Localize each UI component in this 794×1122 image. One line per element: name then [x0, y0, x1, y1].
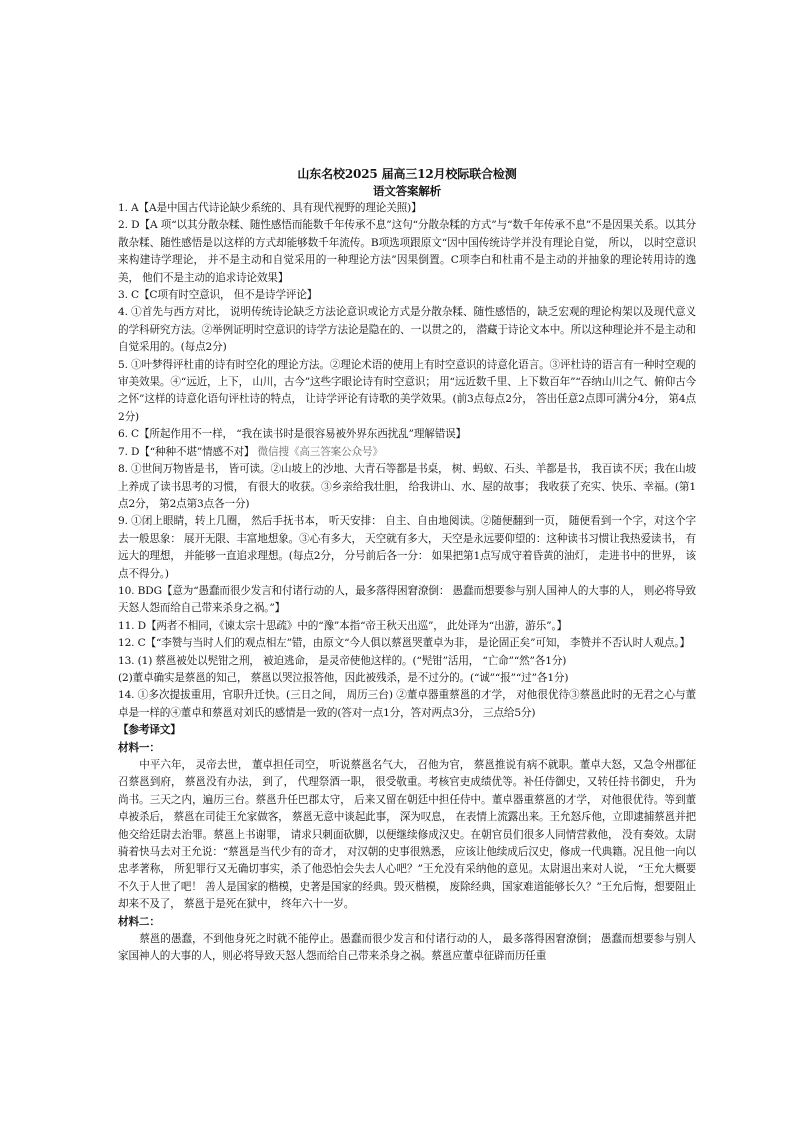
material-2-text: 蔡邕的愚蠢，不到他身死之时就不能停止。愚蠢而很少发言和付诸行动的人， 最多落得困窘潦倒； 愚蠢而想要参与别人家国神人的大事的人，则必将导致天怒人怨而给自己带来杀身之祸。蔡邕应董卓征辟而历任重 [118, 933, 696, 963]
answer-item-4: 4. ①首先与西方对比， 说明传统诗论缺乏方法论意识或论方式是分散杂糅、随性感悟的，缺乏宏观的理论构架以及现代意义的学科研究方法。②举例证明时空意识的诗学方法论是隐在的、一以贯之的， 潜藏于诗论文本中。所以这种理论并不是主动和自觉采用的。(每点2分) [118, 306, 696, 354]
answer-item-9: 9. ①闭上眼睛，转上几圈， 然后手抚书本， 听天安排： 自主、自由地阅读。②随便翻到一页， 随便看到一个字，对这个字去一般思象： 展开无限、丰富地想象。③心有多大， 天空就有多大， 天空是永远要仰望的：这种读书习惯让我热爱读书， 有远大的理想， 并能够一直追求理想。(每点2分， 分号前后各一分： 如果把第1点写成守着昏黄的油灯， 走进书中的世界， 该点不得分。) [118, 515, 696, 580]
reference-heading: 【参考译文】 [118, 724, 181, 737]
answer-item-7 [118, 444, 696, 461]
answer-sheet [118, 166, 696, 966]
material-1-text: 中平六年， 灵帝去世， 董卓担任司空， 听说蔡邕名气大， 召他为官， 蔡邕推说有病不就职。董卓大怒，又急令州郡征召蔡邕到府， 蔡邕没有办法， 到了， 代理祭酒一职， 很受敬重。考核官吏成绩优等。补任侍御史，又转任持书御史， 升为尚书。三天之内，遍历三台。蔡邕升任巴郡太守， 后来又留在朝廷中担任侍中。董卓器重蔡邕的才学， 对他很优待。等到董卓被杀后， 蔡邕在司徒王允家做客， 蔡邕无意中谈起此事， 深为叹息， 在表情上流露出来。王允怒斥他，立即逮捕蔡邕并把他交给廷尉去治罪。蔡邕上书谢罪， 请求只刺面砍脚，以便继续修成汉史。在朝官员们很多人同情营救他， 没有奏效。太尉骑着快马去对王允说：“蔡邕是当代少有的奇才， 对汉朝的史事很熟悉， 应该让他续成后汉史，修成一代典籍。况且他一向以忠孝著称， 所犯罪行又无确切事实，杀了他恐怕会失去人心吧？”王允没有采纳他的意见。太尉退出来对人说， “王允大概要不久于人世了吧！ 善人是国家的楷模，史著是国家的经典。毁灭楷模， 废除经典，国家难道能够长久？”王允后悔，想要阻止却来不及了， 蔡邕于是死在狱中， 终年六十一岁。 [118, 759, 696, 911]
answer-item-12: 12. C【“李赞与当时人们的观点相左”错，由原文“今人俱以蔡邕哭董卓为非， 是论固正矣”可知， 李赞并不否认时人观点。】 [118, 637, 690, 650]
answer-item-3: 3. C【C项有时空意识， 但不是诗学评论】 [118, 289, 318, 302]
answer-item-1: 1. A【A是中国古代诗论缺少系统的、具有现代视野的理论关照)】 [118, 202, 422, 214]
answer-item-5: 5. ①叶梦得评杜甫的诗有时空化的理论方法。②理论术语的使用上有时空意识的诗意化语言。③评杜诗的语言有一种时空观的审美效果。④“远近，上下， 山川，古今”这些字眼论诗有时空意识； 用“远近数千里、上下数百年”“吞纳山川之气、俯仰古今之怀”这样的诗意化语句评杜诗的特点， 让诗学评论有诗歌的美学效果。(前3点每点2分， 答出任意2点即可满分4分， 第4点2分) [118, 358, 696, 423]
answer-item-13-2: (2)董卓确实是蔡邕的知己， 蔡邕以哭泣报答他，因此被残杀，是不过分的。(“诚”“报”“过”各1分) [118, 671, 569, 684]
answer-item-7-text: 7. D【“种种不堪”情感不对】 [118, 445, 255, 458]
answer-item-10: 10. BDG【意为“愚蠢而很少发言和付诸行动的人，最多落得困窘潦倒： 愚蠢而想要参与别人国神人的大事的人， 则必将导致天怒人怨而给自己带来杀身之祸。”】 [118, 584, 696, 615]
answer-item-14: 14. ①多次提拔重用，官职升迁快。(三日之间， 周历三台) ②董卓器重蔡邕的才学， 对他很优待③蔡邕此时的无君之心与董卓是一样的④董卓和蔡邕对刘氏的感情是一致的(答对一点1分，答对两点3分， 三点给5分) [118, 689, 696, 719]
answer-item-13-1: 13. (1) 蔡邕被处以髡钳之刑， 被迫逃命， 是灵帝使他这样的。(“髡钳”活用， “亡命”“然”各1分) [118, 654, 567, 667]
watermark-text: 微信搜《高三答案公众号》 [257, 445, 383, 458]
answer-item-8: 8. ①世间万物皆是书， 皆可读。②山坡上的沙地、大青石等都是书桌， 树、蚂蚁、石头、羊都是书， 我百读不厌；我在山坡上养成了读书思考的习惯， 有很大的收获。③乡亲给我壮胆， 给我讲山、水、屋的故事； 我收获了充实、快乐、幸福。(第1点2分， 第2点第3点各一分) [118, 463, 696, 510]
material-1-label: 材料一： [118, 741, 160, 754]
answer-item-2: 2. D【A 项“以其分散杂糅、随性感悟而能数千年传承不息”这句“分散杂糅的方式”与“数千年传承不息”不是因果关系。以其分散杂糅、随性感悟是以这样的方式却能够数千年流传。B项选项跟原文“因中国传统诗学并没有理论自觉， 所以， 以时空意识来构建诗学理论， 并不是主动和自觉采用的一种理论方法”因果倒置。C项李白和杜甫不是主动的并抽象的理论转用诗的逸美， 他们不是主动的追求诗论效果】 [118, 219, 696, 284]
page-subtitle: 语文答案解析 [372, 184, 442, 198]
answer-item-6: 6. C【所起作用不一样， “我在读书时是很容易被外界东西扰乱”理解错误】 [118, 428, 467, 441]
page-title: 山东名校2025 届高三12月校际联合检测 [297, 167, 517, 181]
material-2-label: 材料二： [118, 915, 160, 928]
answer-item-11: 11. D【两者不相同，《谏太宗十思疏》中的“豫”本指“帝王秋天出巡”， 此处译为“出游，游乐”。】 [118, 619, 568, 632]
